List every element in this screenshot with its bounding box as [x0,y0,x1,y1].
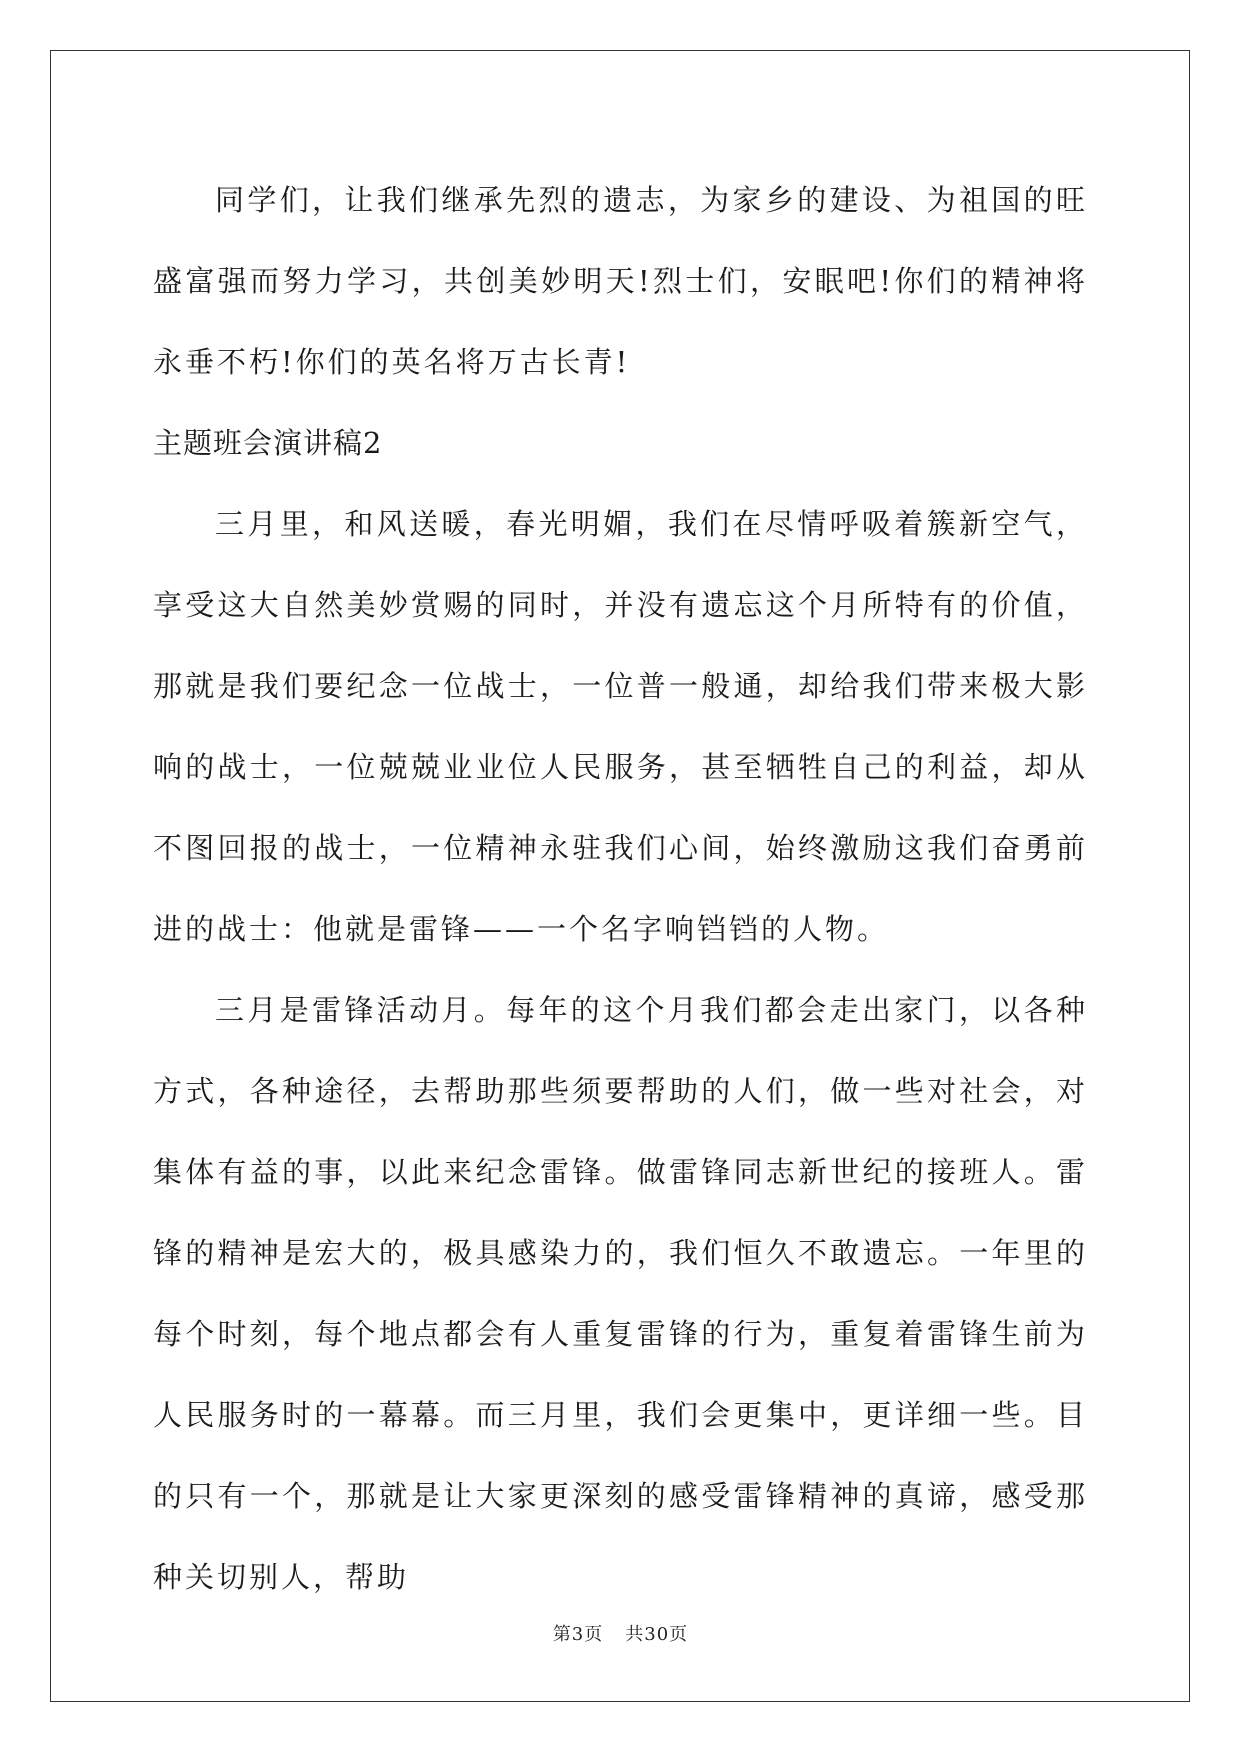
paragraph-3: 三月是雷锋活动月。每年的这个月我们都会走出家门，以各种方式，各种途径，去帮助那些须要帮助的人们，做一些对社会，对集体有益的事，以此来纪念雷锋。做雷锋同志新世纪的接班人。雷锋的精神是宏大的，极具感染力的，我们恒久不敢遗忘。一年里的每个时刻，每个地点都会有人重复雷锋的行为，重复着雷锋生前为人民服务时的一幕幕。而三月里，我们会更集中，更详细一些。目的只有一个，那就是让大家更深刻的感受雷锋精神的真谛，感受那种关切别人，帮助 [153,993,1088,1594]
section-heading: 主题班会演讲稿2 [153,426,383,460]
paragraph-2: 三月里，和风送暖，春光明媚，我们在尽情呼吸着簇新空气，享受这大自然美妙赏赐的同时，并没有遗忘这个月所特有的价值，那就是我们要纪念一位战士，一位普一般通，却给我们带来极大影响的战士，一位兢兢业业位人民服务，甚至牺牲自己的利益，却从不图回报的战士，一位精神永驻我们心间，始终激励这我们奋勇前进的战士：他就是雷锋——一个名字响铛铛的人物。 [153,507,1088,946]
page-number: 第3页 [552,1624,604,1645]
page-total: 共30页 [625,1624,689,1645]
paragraph-1: 同学们，让我们继承先烈的遗志，为家乡的建设、为祖国的旺盛富强而努力学习，共创美妙明天!烈士们，安眠吧!你们的精神将永垂不朽!你们的英名将万古长青! [153,183,1088,379]
document-body [153,160,1088,1618]
page-footer [0,1620,1241,1646]
